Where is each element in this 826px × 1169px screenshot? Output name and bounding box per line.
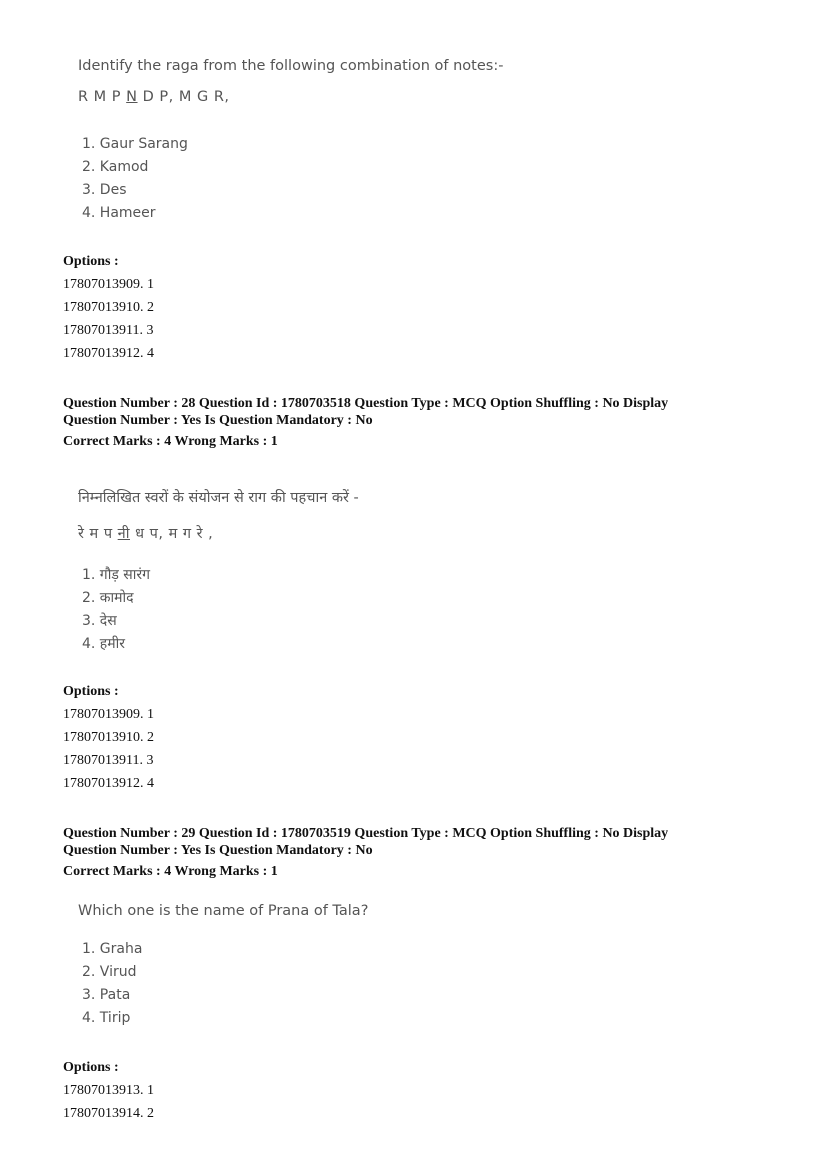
- option-line: 17807013912. 4: [63, 346, 154, 361]
- option-line: 17807013913. 1: [63, 1083, 154, 1098]
- option-line: 17807013910. 2: [63, 300, 154, 315]
- choice-item: 1. Graha: [82, 941, 143, 957]
- option-line: 17807013910. 2: [63, 730, 154, 745]
- choice-item: 2. Virud: [82, 964, 137, 980]
- option-line: 17807013912. 4: [63, 776, 154, 791]
- option-line: 17807013914. 2: [63, 1106, 154, 1121]
- notes-underlined: नी: [117, 526, 130, 542]
- meta-line: Question Number : 28 Question Id : 1780703518 Question Type : MCQ Option Shuffling : No Display: [63, 396, 669, 411]
- choice-item: 4. हमीर: [82, 636, 125, 652]
- notes-part: रे म प: [78, 526, 118, 542]
- meta-line: Question Number : 29 Question Id : 1780703519 Question Type : MCQ Option Shuffling : No Display: [63, 826, 669, 841]
- note-combination: [78, 523, 359, 543]
- notes-part: ध प, म ग रे ,: [129, 526, 214, 542]
- notes-part: D P, M G R,: [137, 89, 230, 105]
- question-image-raga-en: [78, 58, 504, 221]
- option-line: 17807013909. 1: [63, 277, 154, 292]
- note-combination: [78, 89, 503, 105]
- meta-line: Correct Marks : 4 Wrong Marks : 1: [63, 434, 278, 449]
- question-stem: Which one is the name of Prana of Tala?: [78, 903, 369, 919]
- options-header: Options :: [63, 684, 119, 699]
- options-header: Options :: [63, 254, 119, 269]
- question-stem: निम्नलिखित स्वरों के संयोजन से राग की पहचान करें -: [78, 490, 359, 506]
- choice-item: 4. Tirip: [82, 1010, 131, 1026]
- option-line: 17807013911. 3: [63, 323, 154, 338]
- choice-item: 4. Hameer: [82, 205, 156, 221]
- choice-item: 3. Des: [82, 182, 127, 198]
- question-stem: Identify the raga from the following combination of notes:-: [78, 58, 504, 74]
- question-image-tala: [78, 903, 369, 1026]
- choice-item: 1. Gaur Sarang: [82, 136, 188, 152]
- options-header: Options :: [63, 1060, 119, 1075]
- option-line: 17807013911. 3: [63, 753, 154, 768]
- meta-line: Correct Marks : 4 Wrong Marks : 1: [63, 864, 278, 879]
- choice-item: 1. गौड़ सारंग: [82, 567, 150, 583]
- choice-item: 3. देस: [82, 613, 117, 629]
- notes-part: R M P: [78, 89, 127, 105]
- choice-item: 3. Pata: [82, 987, 131, 1003]
- meta-line: Question Number : Yes Is Question Mandatory : No: [63, 843, 373, 858]
- choice-item: 2. Kamod: [82, 159, 149, 175]
- meta-line: Question Number : Yes Is Question Mandatory : No: [63, 413, 373, 428]
- choice-item: 2. कामोद: [82, 590, 134, 606]
- question-image-raga-hi: [78, 487, 359, 652]
- option-line: 17807013909. 1: [63, 707, 154, 722]
- notes-underlined: N: [126, 89, 138, 105]
